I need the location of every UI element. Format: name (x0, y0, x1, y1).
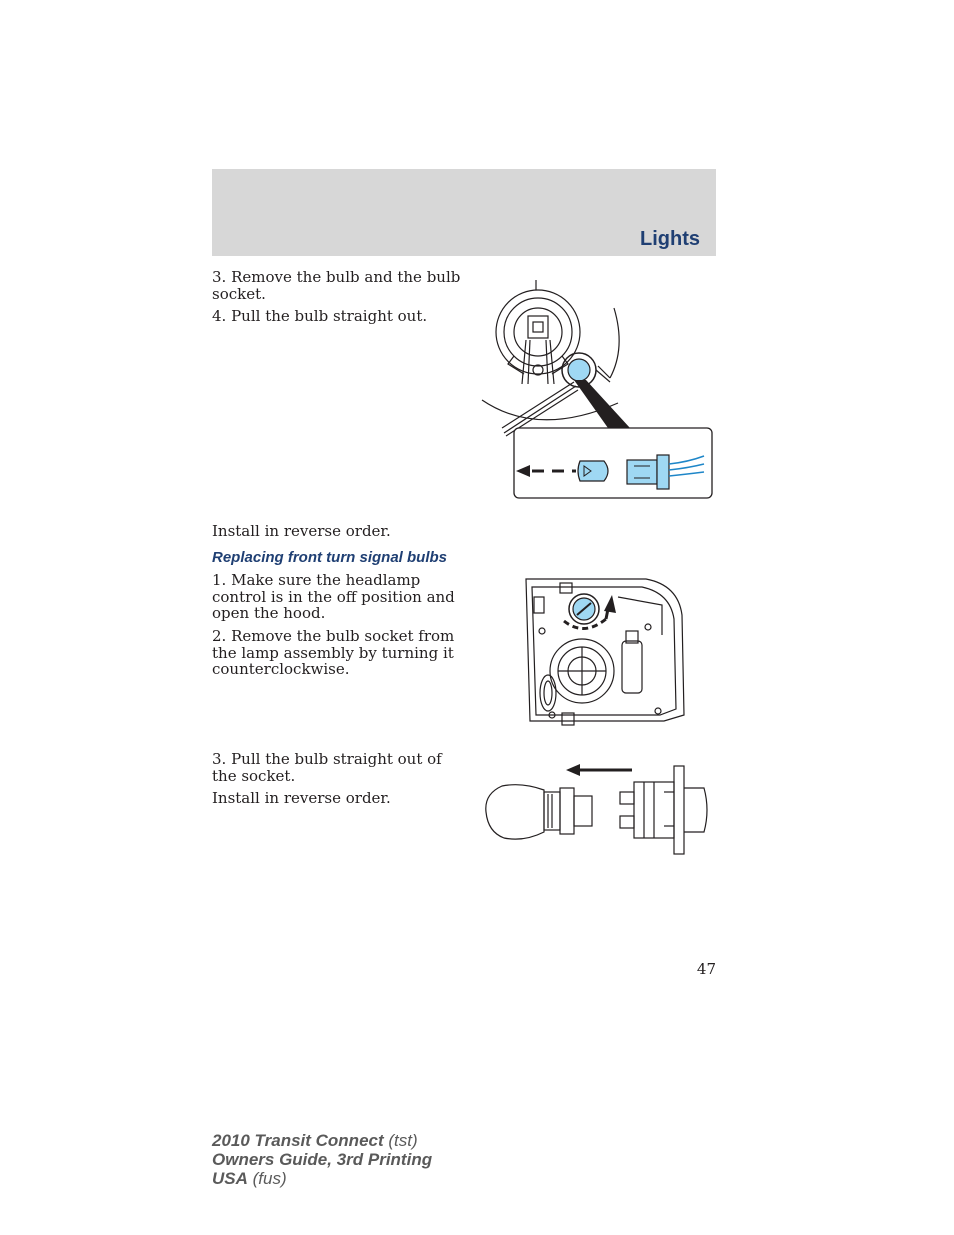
document-footer (212, 1131, 432, 1188)
footer-title: 2010 Transit Connect (212, 1131, 384, 1150)
step-remove-socket: 2. Remove the bulb socket from the lamp assembly by turning it counterclockwise. (212, 627, 455, 678)
footer-code: (tst) (388, 1131, 418, 1150)
section-title: Lights (640, 228, 700, 250)
step-pull-bulb-socket: 3. Pull the bulb straight out of the socket. (212, 750, 442, 785)
install-reverse-1: Install in reverse order. (212, 522, 391, 540)
step-pull-bulb: 4. Pull the bulb straight out. (212, 307, 428, 325)
bulb-removal-illustration (484, 760, 716, 856)
footer-edition: Owners Guide, 3rd Printing (212, 1150, 433, 1169)
page-number: 47 (696, 960, 716, 978)
step-remove-bulb-socket: 3. Remove the bulb and the bulb socket. (212, 268, 461, 303)
turn-signal-lamp-illustration (522, 575, 686, 733)
footer-market-code: (fus) (252, 1169, 287, 1188)
footer-market: USA (212, 1169, 248, 1188)
turn-signal-heading: Replacing front turn signal bulbs (212, 549, 448, 566)
install-reverse-2: Install in reverse order. (212, 789, 391, 807)
section-header-band (212, 169, 716, 256)
headlamp-bulb-illustration (478, 278, 716, 502)
step-headlamp-off: 1. Make sure the headlamp control is in the off position and open the hood. (212, 571, 455, 622)
